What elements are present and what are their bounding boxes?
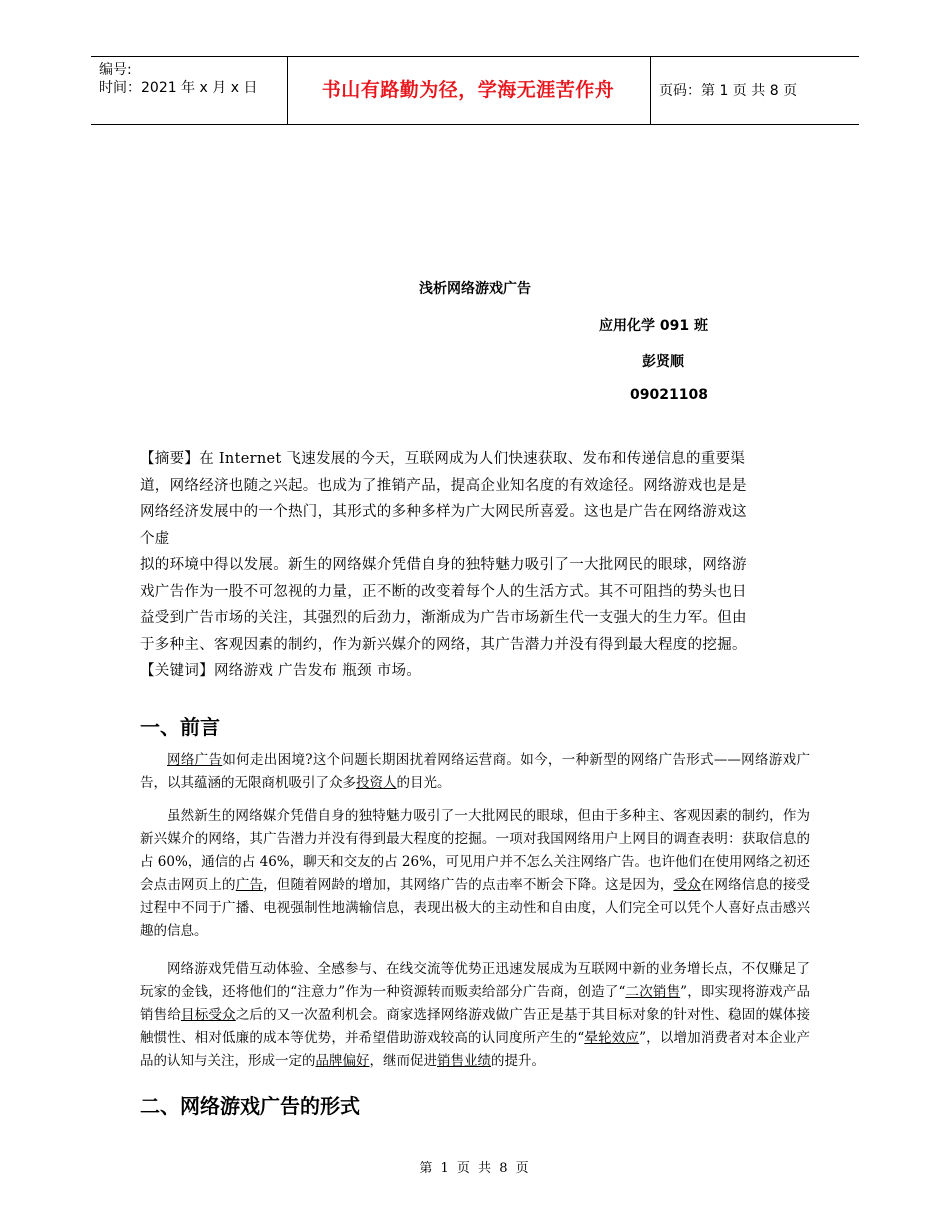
document-header [91,56,859,125]
document-title: 浅析网络游戏广告 [419,281,531,297]
hyperlink[interactable]: 目标受众 [181,1007,236,1023]
hyperlink[interactable]: 晕轮效应 [584,1030,640,1046]
header-page-info: 页码：第 1 页 共 8 页 [659,83,798,99]
paragraph-text: 虽然新生的网络媒介凭借自身的独特魅力吸引了一大批网民的眼球，但由于多种主、客观因素的制约，作为新兴媒介的网络，其广告潜力并没有得到最大程度的挖掘。一项对我国网络用户上网目的调查表明：获取信息的占 60%，通信的占 46%，聊天和交友的占 26%，可见用户并不怎么关注网络广告。也许他们在使用网络之初还会点击网页上的 [140,808,810,893]
abstract-line: 个虚 [140,530,170,547]
paragraph-text: ，继而促进 [369,1053,437,1069]
abstract-line: 戏广告作为一股不可忽视的力量，正不断的改变着每个人的生活方式。其不可阻挡的势头也日 [140,583,747,600]
paragraph-text: 之后的又一次盈利机会。商家选择网络游戏做广告正是基于其目标对象的针对性、稳固的媒体接触惯性、相对低廉的成本等优势，并希望借助游戏较高的认同度所产生的“ [140,1007,811,1046]
hyperlink[interactable]: 品牌偏好 [315,1053,370,1069]
header-motto: 书山有路勤为径，学海无涯苦作舟 [321,79,615,101]
paragraph [140,805,810,943]
paragraph-text: ，但随着网龄的增加，其网络广告的点击率不断会下降。这是因为， [263,877,674,893]
abstract-line: 网络经济发展中的一个热门，其形式的多种多样为广大网民所喜爱。这也是广告在网络游戏这 [140,504,747,520]
abstract-line: 于多种主、客观因素的制约，作为新兴媒介的网络，其广告潜力并没有得到最大程度的挖掘。 [140,636,747,653]
hyperlink[interactable]: 网络广告 [167,752,223,768]
abstract [140,446,810,685]
document-number-label: 编号: [99,62,132,78]
hyperlink[interactable]: 销售业绩 [437,1053,491,1069]
hyperlink[interactable]: 受众 [673,877,701,893]
student-id: 09021108 [630,387,708,403]
author-name: 彭贤顺 [642,354,684,370]
paragraph-text: 网络游戏凭借互动体验、全感参与、在线交流等优势正迅速发展成为互联网中新的业务增长点，不仅赚足了玩家的金钱，还将他们的“注意力”作为一种资源转而贩卖给部分广告商，创造了“ [140,961,810,1000]
section-heading: 二、网络游戏广告的形式 [140,1094,360,1118]
header-divider [650,57,651,124]
hyperlink[interactable]: 二次销售 [625,984,681,1000]
keywords-line: 【关键词】网络游戏 广告发布 瓶颈 市场。 [140,663,422,679]
abstract-line: 益受到广告市场的关注，其强烈的后劲力，渐渐成为广告市场新生代一支强大的生力军。但由 [140,610,747,626]
abstract-line: 道，网络经济也随之兴起。也成为了推销产品，提高企业知名度的有效途径。网络游戏也是是 [140,477,747,494]
document-time-label: 时间：2021 年 x 月 x 日 [99,80,258,96]
paragraph-text: 的提升。 [491,1053,545,1069]
abstract-line: 拟的环境中得以发展。新生的网络媒介凭借自身的独特魅力吸引了一大批网民的眼球，网络游 [140,557,747,573]
paragraph [140,958,810,1073]
class-name: 应用化学 091 班 [599,318,708,334]
section-heading: 一、前言 [140,715,220,739]
paragraph-text: ”，以增加消费者对本企业产品的认知与关注，形成一定的 [140,1030,811,1069]
paragraph-text: ”，即实现将游戏产品销售给 [140,984,810,1023]
hyperlink[interactable]: 广告 [235,877,264,893]
header-meta [99,61,257,97]
paragraph [140,749,810,795]
paragraph-text: 的目光。 [396,775,451,791]
paragraph-text: 如何走出困境?这个问题长期困扰着网络运营商。如今，一种新型的网络广告形式——网络游戏广告，以其蕴涵的无限商机吸引了众多 [140,752,810,791]
hyperlink[interactable]: 投资人 [356,775,397,791]
page-footer: 第 1 页 共 8 页 [419,1161,531,1176]
paragraph-text: 在网络信息的接受过程中不同于广播、电视强制性地满输信息，表现出极大的主动性和自由度，人们完全可以凭个人喜好点击感兴趣的信息。 [140,877,811,939]
abstract-line: 【摘要】在 Internet 飞速发展的今天，互联网成为人们快速获取、发布和传递信息的重要渠 [140,451,746,467]
